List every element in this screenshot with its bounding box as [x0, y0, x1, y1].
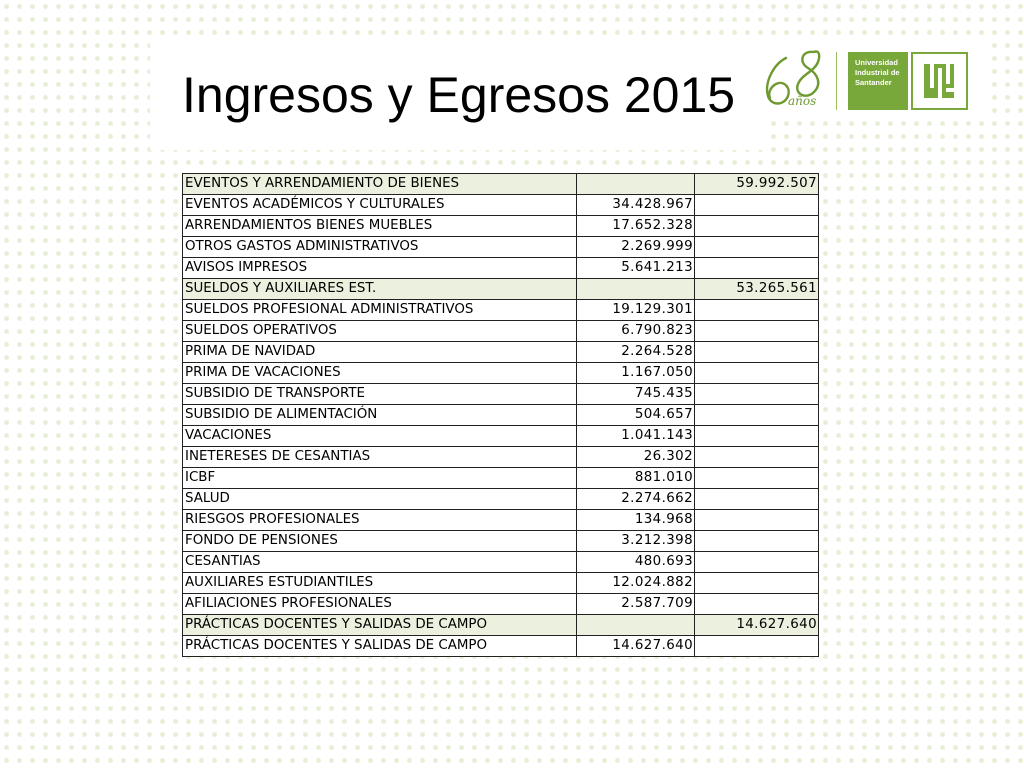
- row-label: PRÁCTICAS DOCENTES Y SALIDAS DE CAMPO: [183, 615, 577, 636]
- row-amount: 1.041.143: [577, 426, 695, 447]
- table-row: [183, 342, 819, 363]
- row-amount: 480.693: [577, 552, 695, 573]
- row-label: SUBSIDIO DE TRANSPORTE: [183, 384, 577, 405]
- table-row: [183, 426, 819, 447]
- table-row: [183, 594, 819, 615]
- row-total: [695, 531, 819, 552]
- row-total: [695, 216, 819, 237]
- table-row: [183, 300, 819, 321]
- row-label: AFILIACIONES PROFESIONALES: [183, 594, 577, 615]
- row-total: [695, 489, 819, 510]
- row-label: SUELDOS Y AUXILIARES EST.: [183, 279, 577, 300]
- table-row: [183, 195, 819, 216]
- page-title: Ingresos y Egresos 2015: [182, 67, 736, 123]
- row-amount: 17.652.328: [577, 216, 695, 237]
- row-total: 53.265.561: [695, 279, 819, 300]
- row-label: SALUD: [183, 489, 577, 510]
- table-row: [183, 321, 819, 342]
- row-total: [695, 258, 819, 279]
- row-amount: 19.129.301: [577, 300, 695, 321]
- row-label: ARRENDAMIENTOS BIENES MUEBLES: [183, 216, 577, 237]
- row-label: EVENTOS Y ARRENDAMIENTO DE BIENES: [183, 174, 577, 195]
- row-label: SUBSIDIO DE ALIMENTACIÓN: [183, 405, 577, 426]
- table-row: [183, 489, 819, 510]
- uis-logo: [911, 52, 968, 110]
- row-amount: 26.302: [577, 447, 695, 468]
- row-label: AVISOS IMPRESOS: [183, 258, 577, 279]
- row-amount: 2.264.528: [577, 342, 695, 363]
- category-row: [183, 615, 819, 636]
- row-total: [695, 405, 819, 426]
- row-amount: 6.790.823: [577, 321, 695, 342]
- row-amount: 5.641.213: [577, 258, 695, 279]
- row-total: 59.992.507: [695, 174, 819, 195]
- row-label: SUELDOS OPERATIVOS: [183, 321, 577, 342]
- row-amount: 34.428.967: [577, 195, 695, 216]
- table-row: [183, 384, 819, 405]
- row-total: [695, 300, 819, 321]
- row-amount: [577, 615, 695, 636]
- row-amount: 3.212.398: [577, 531, 695, 552]
- row-total: [695, 636, 819, 657]
- table-row: [183, 468, 819, 489]
- row-amount: 134.968: [577, 510, 695, 531]
- row-amount: 2.587.709: [577, 594, 695, 615]
- table-row: [183, 447, 819, 468]
- row-total: [695, 426, 819, 447]
- table-row: [183, 405, 819, 426]
- row-amount: [577, 279, 695, 300]
- university-line-1: Universidad: [855, 58, 898, 67]
- table-row: [183, 552, 819, 573]
- table-row: [183, 363, 819, 384]
- row-total: [695, 237, 819, 258]
- row-amount: 2.274.662: [577, 489, 695, 510]
- row-total: [695, 363, 819, 384]
- row-label: PRIMA DE VACACIONES: [183, 363, 577, 384]
- row-amount: 14.627.640: [577, 636, 695, 657]
- row-amount: 2.269.999: [577, 237, 695, 258]
- row-total: 14.627.640: [695, 615, 819, 636]
- table-row: [183, 531, 819, 552]
- row-label: AUXILIARES ESTUDIANTILES: [183, 573, 577, 594]
- table-row: [183, 237, 819, 258]
- row-label: INETERESES DE CESANTIAS: [183, 447, 577, 468]
- table-row: [183, 636, 819, 657]
- category-row: [183, 174, 819, 195]
- row-total: [695, 510, 819, 531]
- row-label: SUELDOS PROFESIONAL ADMINISTRATIVOS: [183, 300, 577, 321]
- row-amount: 881.010: [577, 468, 695, 489]
- table-row: [183, 573, 819, 594]
- row-amount: [577, 174, 695, 195]
- table-row: [183, 510, 819, 531]
- row-amount: 1.167.050: [577, 363, 695, 384]
- row-total: [695, 552, 819, 573]
- logo-divider: [836, 52, 837, 110]
- anniversary-word: años: [788, 94, 817, 108]
- university-name-box: [848, 52, 908, 110]
- budget-table-body: [183, 174, 819, 657]
- row-total: [695, 468, 819, 489]
- row-total: [695, 447, 819, 468]
- row-total: [695, 573, 819, 594]
- row-label: OTROS GASTOS ADMINISTRATIVOS: [183, 237, 577, 258]
- category-row: [183, 279, 819, 300]
- row-total: [695, 342, 819, 363]
- university-line-3: Santander: [855, 78, 892, 87]
- uis-monogram-icon: [913, 54, 966, 108]
- row-total: [695, 594, 819, 615]
- row-amount: 504.657: [577, 405, 695, 426]
- budget-table: [182, 173, 819, 657]
- row-label: PRÁCTICAS DOCENTES Y SALIDAS DE CAMPO: [183, 636, 577, 657]
- row-label: FONDO DE PENSIONES: [183, 531, 577, 552]
- row-label: PRIMA DE NAVIDAD: [183, 342, 577, 363]
- row-label: CESANTIAS: [183, 552, 577, 573]
- row-label: RIESGOS PROFESIONALES: [183, 510, 577, 531]
- table-row: [183, 216, 819, 237]
- row-amount: 12.024.882: [577, 573, 695, 594]
- university-line-2: Industrial de: [855, 68, 900, 77]
- row-total: [695, 384, 819, 405]
- row-label: ICBF: [183, 468, 577, 489]
- row-amount: 745.435: [577, 384, 695, 405]
- row-total: [695, 321, 819, 342]
- row-total: [695, 195, 819, 216]
- row-label: EVENTOS ACADÉMICOS Y CULTURALES: [183, 195, 577, 216]
- table-row: [183, 258, 819, 279]
- row-label: VACACIONES: [183, 426, 577, 447]
